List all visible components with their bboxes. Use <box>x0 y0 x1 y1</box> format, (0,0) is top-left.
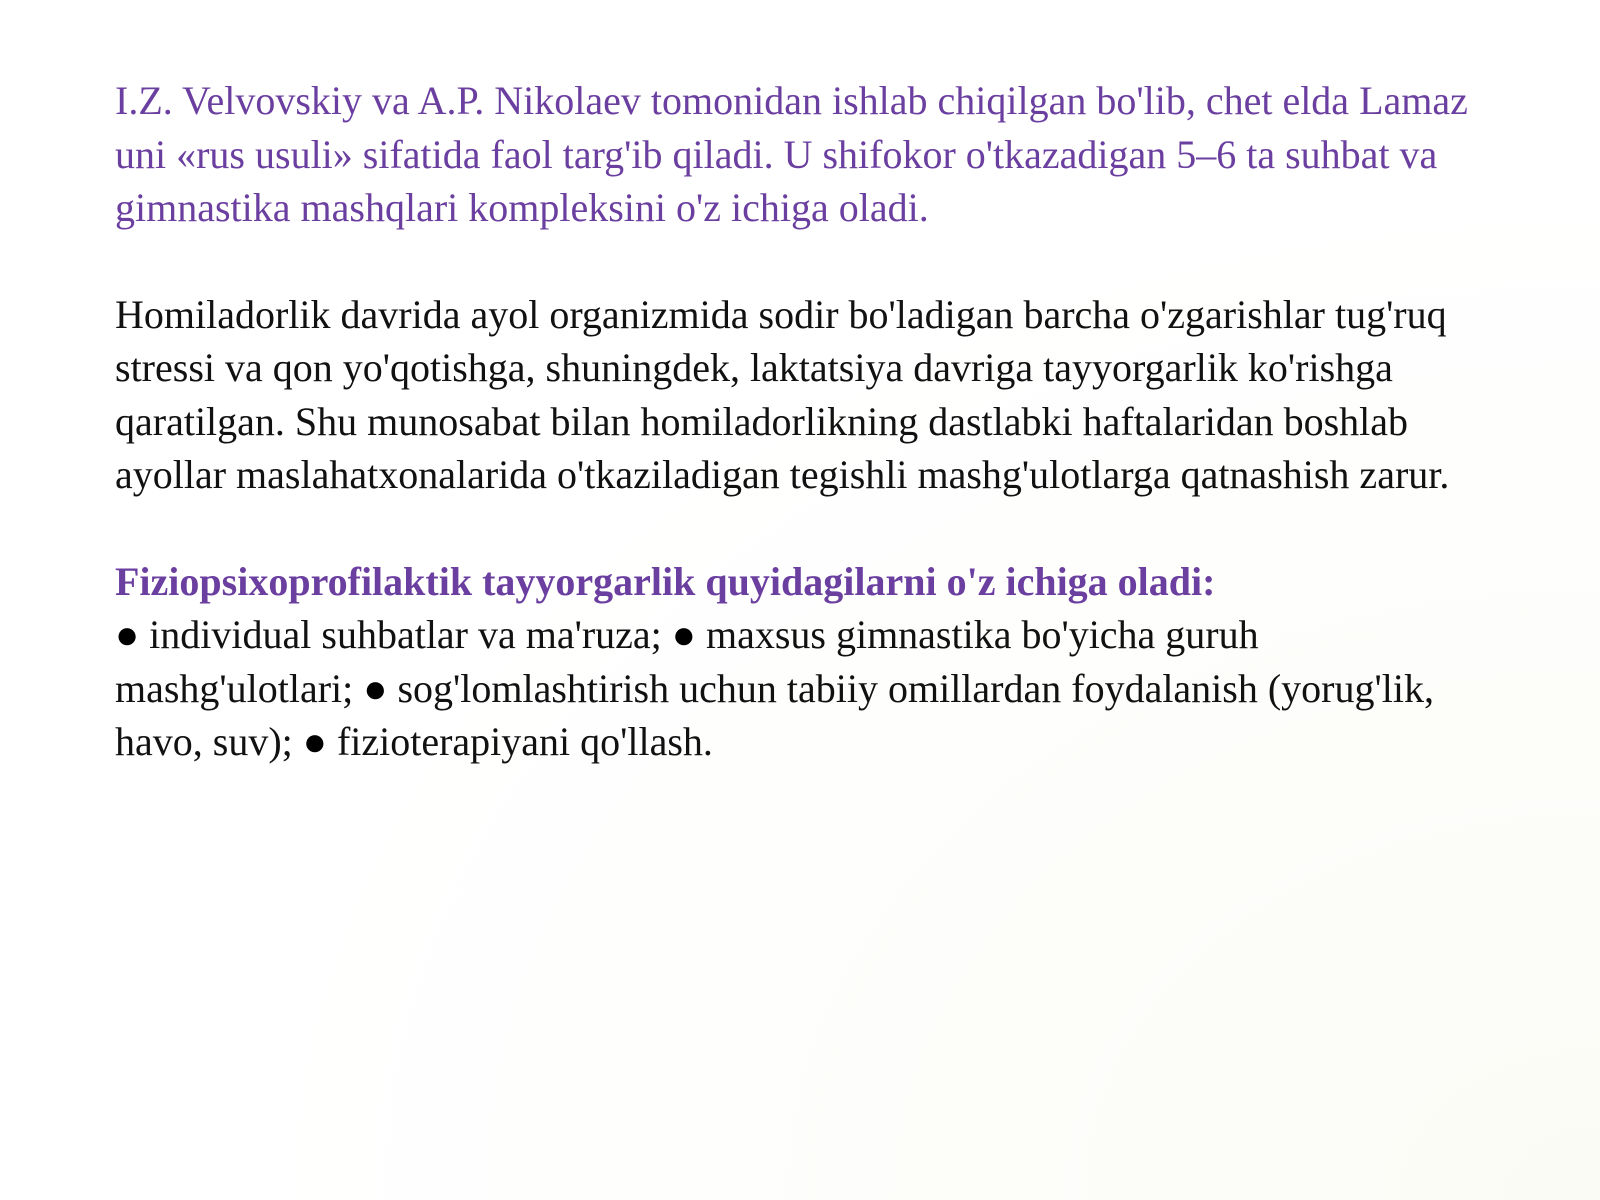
bullet-icon: ● <box>671 612 696 657</box>
list-item: fizioterapiyani qo'llash. <box>336 719 713 764</box>
bullet-icon: ● <box>115 612 140 657</box>
slide-content <box>115 74 1495 769</box>
list-items-inline <box>115 608 1495 769</box>
body-paragraph: Homiladorlik davrida ayol organizmida sodir bo'ladigan barcha o'zgarishlar tug'ruq stressi va qon yo'qotishga, shuningdek, laktatsiya davriga tayyorgarlik ko'rishga qaratilgan. Shu munosabat bilan homiladorlikning dastlabki haftalaridan boshlab ayollar maslahatxonalarida o'tkaziladigan tegishli mashg'ulotlarga qatnashish zarur. <box>115 291 1450 497</box>
list-item: individual suhbatlar va ma'ruza; <box>149 612 662 657</box>
list-heading: Fiziopsixoprofilaktik tayyorgarlik quyidagilarni o'z ichiga oladi: <box>115 558 1216 604</box>
list-item: sog'lomlashtirish uchun tabiiy omillardan foydalanish (yorug'lik, havo, suv); <box>115 665 1434 764</box>
bullet-icon: ● <box>302 719 327 764</box>
bullet-icon: ● <box>363 665 388 711</box>
intro-paragraph: I.Z. Velvovskiy va A.P. Nikolaev tomonidan ishlab chiqilgan bo'lib, chet elda Lamaz uni «rus usuli» sifatida faol targ'ib qiladi. U shifokor o'tkazadigan 5–6 ta suhbat va gimnastika mashqlari kompleksini o'z ichiga oladi. <box>115 78 1468 230</box>
list-item: maxsus gimnastika bo'yicha guruh mashg'ulotlari; <box>115 612 1259 711</box>
preparation-list <box>115 555 1495 769</box>
